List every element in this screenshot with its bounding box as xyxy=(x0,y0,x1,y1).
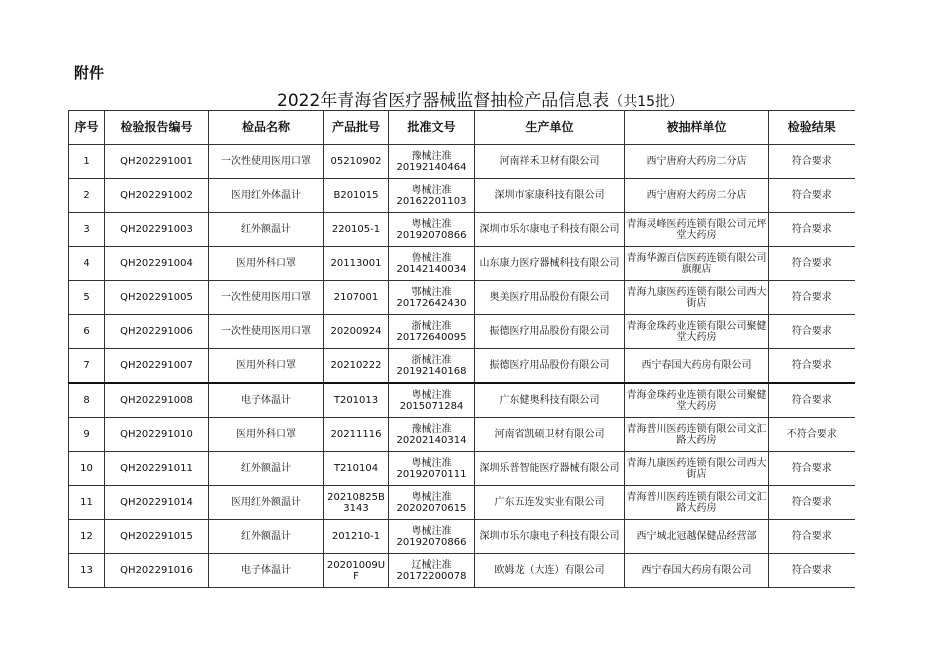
title-batch-count: （共15批） xyxy=(609,94,684,110)
cell-sampled-unit: 青海普川医药连锁有限公司文汇路大药房 xyxy=(625,418,769,452)
cell-result: 符合要求 xyxy=(769,315,855,349)
cell-manufacturer: 欧姆龙（大连）有限公司 xyxy=(475,554,625,588)
cell-result: 符合要求 xyxy=(769,247,855,281)
cell-batch-no: T201013 xyxy=(324,383,389,418)
cell-manufacturer: 深圳市乐尔康电子科技有限公司 xyxy=(475,520,625,554)
cell-result: 符合要求 xyxy=(769,179,855,213)
header-result: 检验结果 xyxy=(769,111,855,145)
cell-approval-no: 鄂械注准 20172642430 xyxy=(389,281,475,315)
cell-report-no: QH202291016 xyxy=(105,554,209,588)
cell-manufacturer: 广东五连发实业有限公司 xyxy=(475,486,625,520)
cell-approval-no: 粤械注准 20192070866 xyxy=(389,213,475,247)
cell-approval-no: 浙械注准 20192140168 xyxy=(389,349,475,384)
cell-batch-no: 220105-1 xyxy=(324,213,389,247)
cell-batch-no: 2107001 xyxy=(324,281,389,315)
cell-product-name: 医用外科口罩 xyxy=(209,418,324,452)
cell-result: 符合要求 xyxy=(769,383,855,418)
cell-seq: 12 xyxy=(69,520,105,554)
cell-batch-no: 20210825B3143 xyxy=(324,486,389,520)
cell-report-no: QH202291006 xyxy=(105,315,209,349)
cell-product-name: 红外额温计 xyxy=(209,520,324,554)
cell-report-no: QH202291002 xyxy=(105,179,209,213)
cell-sampled-unit: 西宁唐府大药房二分店 xyxy=(625,145,769,179)
table-row xyxy=(69,554,855,588)
cell-approval-no: 辽械注准 20172200078 xyxy=(389,554,475,588)
cell-report-no: QH202291007 xyxy=(105,349,209,384)
header-report-no: 检验报告编号 xyxy=(105,111,209,145)
cell-batch-no: 20201009UF xyxy=(324,554,389,588)
cell-product-name: 一次性使用医用口罩 xyxy=(209,315,324,349)
cell-approval-no: 粤械注准 20162201103 xyxy=(389,179,475,213)
cell-sampled-unit: 西宁唐府大药房二分店 xyxy=(625,179,769,213)
table-row xyxy=(69,383,855,418)
cell-manufacturer: 河南省凯硕卫材有限公司 xyxy=(475,418,625,452)
cell-sampled-unit: 青海普川医药连锁有限公司文汇路大药房 xyxy=(625,486,769,520)
cell-batch-no: B201015 xyxy=(324,179,389,213)
cell-manufacturer: 山东康力医疗器械科技有限公司 xyxy=(475,247,625,281)
cell-batch-no: 05210902 xyxy=(324,145,389,179)
cell-product-name: 一次性使用医用口罩 xyxy=(209,281,324,315)
cell-report-no: QH202291011 xyxy=(105,452,209,486)
cell-report-no: QH202291010 xyxy=(105,418,209,452)
cell-result: 符合要求 xyxy=(769,349,855,384)
header-batch-no: 产品批号 xyxy=(324,111,389,145)
cell-result: 符合要求 xyxy=(769,145,855,179)
cell-approval-no: 豫械注准 20202140314 xyxy=(389,418,475,452)
cell-approval-no: 粤械注准 2015071284 xyxy=(389,383,475,418)
cell-sampled-unit: 青海九康医药连锁有限公司西大街店 xyxy=(625,452,769,486)
cell-sampled-unit: 西宁春国大药房有限公司 xyxy=(625,349,769,384)
table-row xyxy=(69,486,855,520)
cell-approval-no: 浙械注准 20172640095 xyxy=(389,315,475,349)
table-row xyxy=(69,213,855,247)
cell-report-no: QH202291005 xyxy=(105,281,209,315)
cell-batch-no: 20211116 xyxy=(324,418,389,452)
cell-result: 符合要求 xyxy=(769,554,855,588)
page-title xyxy=(277,86,683,111)
cell-product-name: 电子体温计 xyxy=(209,554,324,588)
cell-batch-no: T210104 xyxy=(324,452,389,486)
table-row xyxy=(69,145,855,179)
table-row xyxy=(69,281,855,315)
table-header-row xyxy=(69,111,855,145)
cell-result: 符合要求 xyxy=(769,213,855,247)
cell-seq: 2 xyxy=(69,179,105,213)
cell-product-name: 医用红外体温计 xyxy=(209,179,324,213)
cell-sampled-unit: 青海九康医药连锁有限公司西大街店 xyxy=(625,281,769,315)
cell-product-name: 医用外科口罩 xyxy=(209,247,324,281)
header-approval-no: 批准文号 xyxy=(389,111,475,145)
cell-product-name: 一次性使用医用口罩 xyxy=(209,145,324,179)
cell-manufacturer: 深圳市乐尔康电子科技有限公司 xyxy=(475,213,625,247)
cell-result: 符合要求 xyxy=(769,486,855,520)
cell-report-no: QH202291015 xyxy=(105,520,209,554)
header-manufacturer: 生产单位 xyxy=(475,111,625,145)
cell-result: 符合要求 xyxy=(769,452,855,486)
cell-result: 符合要求 xyxy=(769,281,855,315)
cell-batch-no: 201210-1 xyxy=(324,520,389,554)
cell-approval-no: 粤械注准 20192070111 xyxy=(389,452,475,486)
cell-approval-no: 豫械注准 20192140464 xyxy=(389,145,475,179)
cell-manufacturer: 奥美医疗用品股份有限公司 xyxy=(475,281,625,315)
header-sampled-unit: 被抽样单位 xyxy=(625,111,769,145)
title-main: 2022年青海省医疗器械监督抽检产品信息表 xyxy=(277,91,610,111)
cell-sampled-unit: 青海华源百信医药连锁有限公司旗舰店 xyxy=(625,247,769,281)
table-row xyxy=(69,247,855,281)
cell-seq: 9 xyxy=(69,418,105,452)
cell-product-name: 电子体温计 xyxy=(209,383,324,418)
header-product-name: 检品名称 xyxy=(209,111,324,145)
cell-seq: 7 xyxy=(69,349,105,384)
cell-approval-no: 粤械注准 20192070866 xyxy=(389,520,475,554)
cell-seq: 10 xyxy=(69,452,105,486)
cell-seq: 6 xyxy=(69,315,105,349)
cell-seq: 13 xyxy=(69,554,105,588)
cell-manufacturer: 河南祥禾卫材有限公司 xyxy=(475,145,625,179)
cell-report-no: QH202291008 xyxy=(105,383,209,418)
table-row xyxy=(69,452,855,486)
cell-seq: 4 xyxy=(69,247,105,281)
cell-seq: 8 xyxy=(69,383,105,418)
attachment-label: 附件 xyxy=(74,64,105,82)
cell-report-no: QH202291004 xyxy=(105,247,209,281)
header-seq: 序号 xyxy=(69,111,105,145)
table-row xyxy=(69,520,855,554)
cell-seq: 5 xyxy=(69,281,105,315)
cell-approval-no: 粤械注准 20202070615 xyxy=(389,486,475,520)
cell-sampled-unit: 青海灵峰医药连锁有限公司元坪堂大药房 xyxy=(625,213,769,247)
cell-product-name: 红外额温计 xyxy=(209,213,324,247)
cell-batch-no: 20200924 xyxy=(324,315,389,349)
cell-batch-no: 20113001 xyxy=(324,247,389,281)
cell-result: 符合要求 xyxy=(769,520,855,554)
table-row xyxy=(69,418,855,452)
inspection-table xyxy=(68,110,855,588)
cell-product-name: 医用红外额温计 xyxy=(209,486,324,520)
table-row xyxy=(69,349,855,384)
cell-sampled-unit: 西宁城北冠越保健品经营部 xyxy=(625,520,769,554)
cell-manufacturer: 振德医疗用品股份有限公司 xyxy=(475,315,625,349)
cell-approval-no: 鲁械注准 20142140034 xyxy=(389,247,475,281)
cell-seq: 11 xyxy=(69,486,105,520)
cell-sampled-unit: 西宁春国大药房有限公司 xyxy=(625,554,769,588)
cell-report-no: QH202291003 xyxy=(105,213,209,247)
cell-report-no: QH202291014 xyxy=(105,486,209,520)
table-row xyxy=(69,179,855,213)
cell-sampled-unit: 青海金珠药业连锁有限公司聚健堂大药房 xyxy=(625,315,769,349)
cell-batch-no: 20210222 xyxy=(324,349,389,384)
cell-manufacturer: 深圳市家康科技有限公司 xyxy=(475,179,625,213)
cell-manufacturer: 振德医疗用品股份有限公司 xyxy=(475,349,625,384)
table-row xyxy=(69,315,855,349)
cell-manufacturer: 广东健奥科技有限公司 xyxy=(475,383,625,418)
cell-sampled-unit: 青海金珠药业连锁有限公司聚健堂大药房 xyxy=(625,383,769,418)
cell-result: 不符合要求 xyxy=(769,418,855,452)
cell-seq: 1 xyxy=(69,145,105,179)
cell-report-no: QH202291001 xyxy=(105,145,209,179)
cell-product-name: 医用外科口罩 xyxy=(209,349,324,384)
cell-seq: 3 xyxy=(69,213,105,247)
cell-manufacturer: 深圳乐普智能医疗器械有限公司 xyxy=(475,452,625,486)
cell-product-name: 红外额温计 xyxy=(209,452,324,486)
